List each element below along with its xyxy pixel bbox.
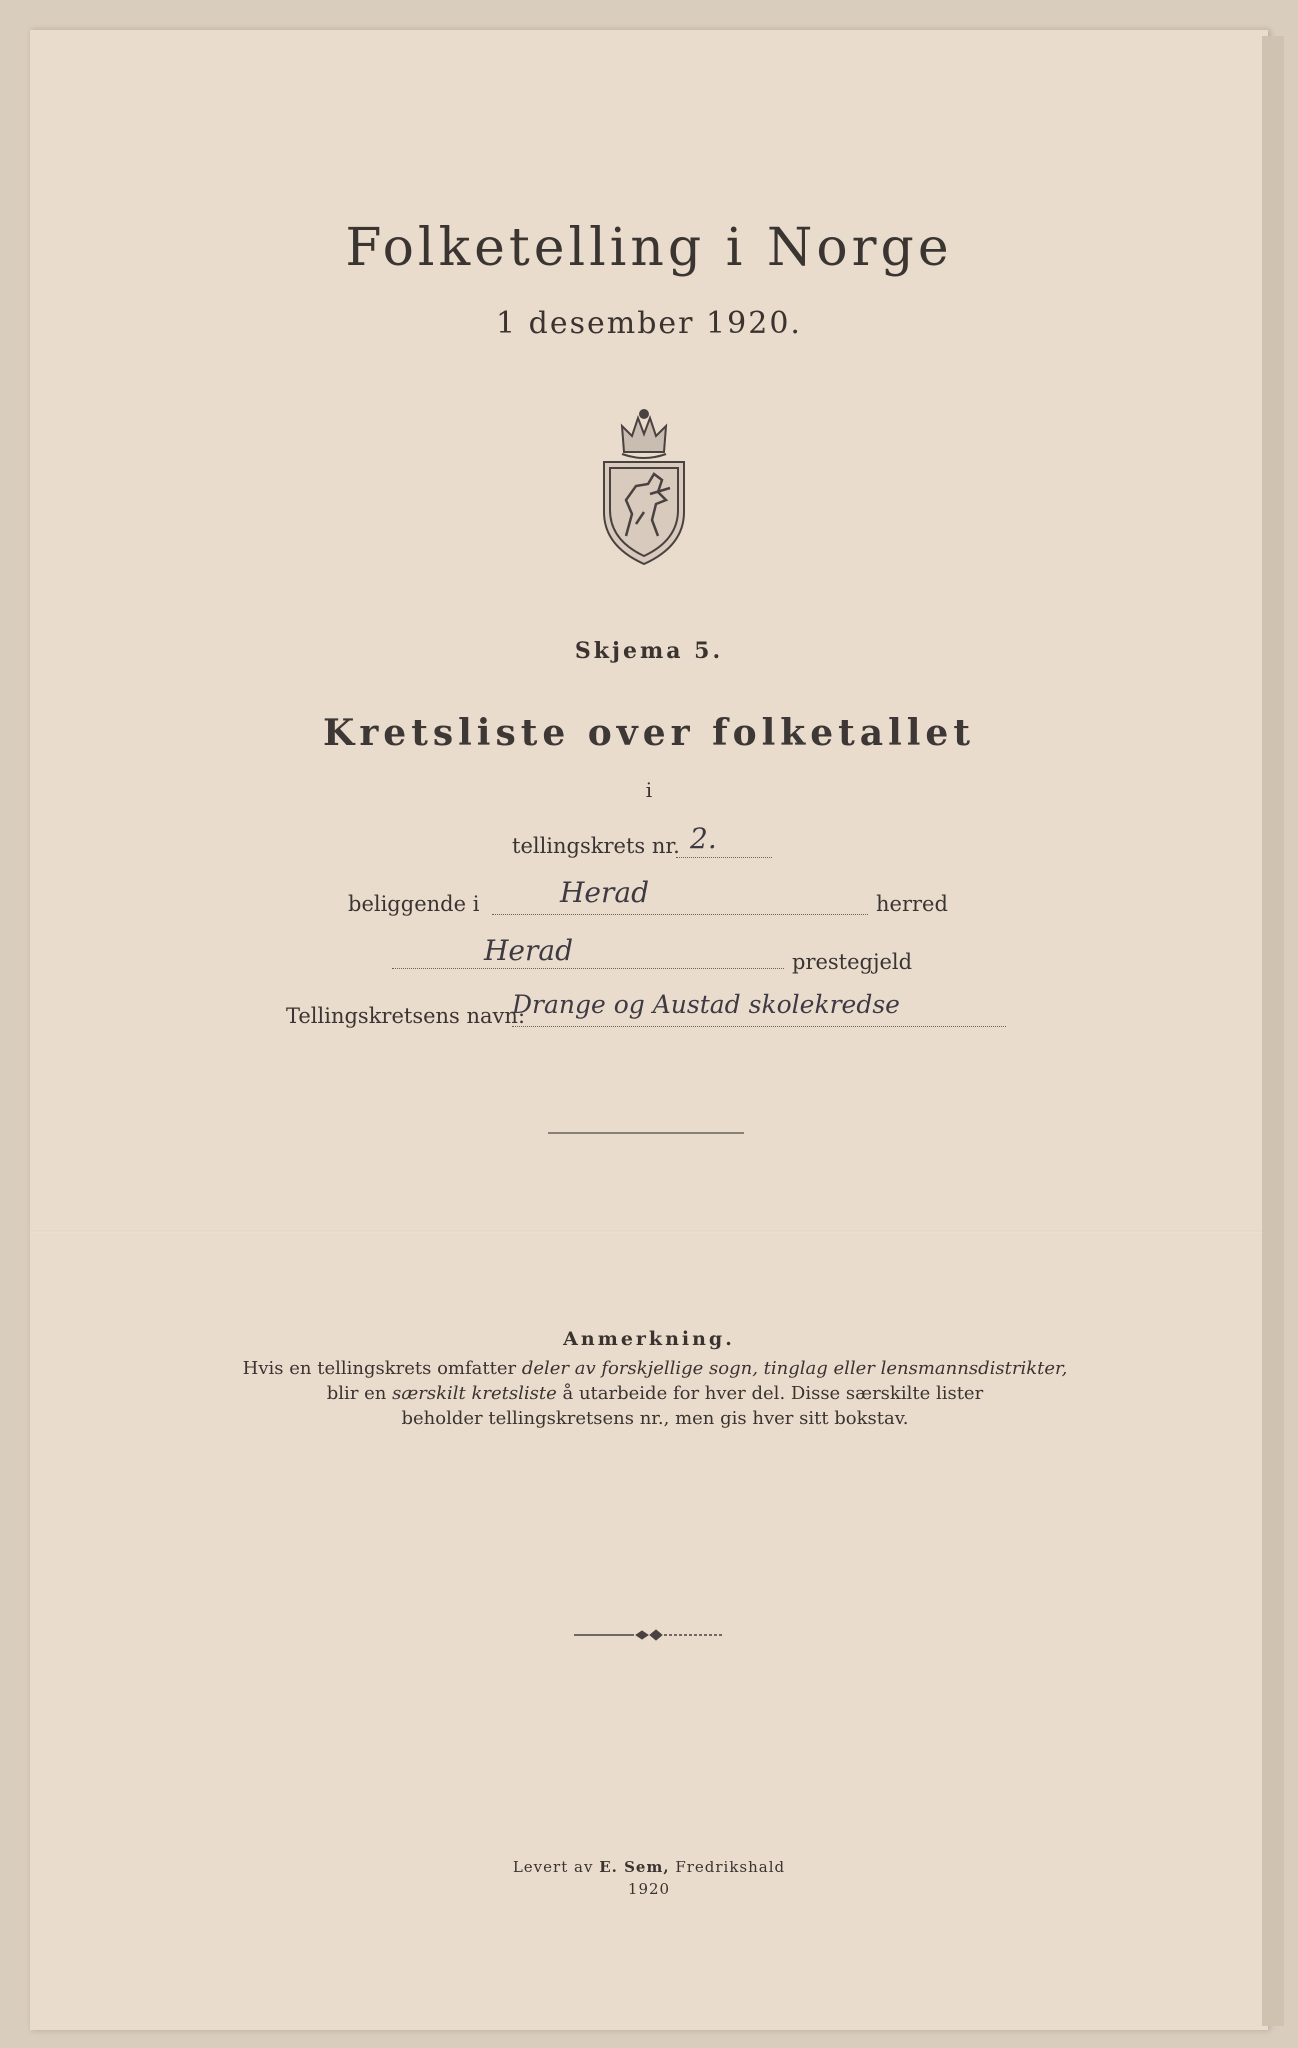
separator-rule xyxy=(548,1132,744,1134)
printer-name: E. Sem, xyxy=(599,1858,670,1876)
connector-word: i xyxy=(645,778,653,802)
printer-prefix: Levert av xyxy=(512,1858,600,1876)
remark-p2: blir en xyxy=(326,1383,393,1404)
remark-p1: Hvis en tellingskrets omfatter xyxy=(242,1358,522,1379)
remark-p2-rest: å utarbeide for hver del. Disse særskilte lister xyxy=(556,1383,984,1404)
parish-line xyxy=(392,968,784,969)
parish-value: Herad xyxy=(484,934,573,967)
printer-credit xyxy=(0,1858,1298,1876)
remark-title: Anmerkning. xyxy=(563,1328,735,1350)
located-in-line xyxy=(492,914,868,915)
remark-line-1 xyxy=(243,1358,1068,1379)
document-title: Folketelling i Norge xyxy=(345,218,953,278)
printer-city: Fredrikshald xyxy=(669,1858,786,1876)
district-name-label: Tellingskretsens navn: xyxy=(286,1004,526,1028)
remark-line-3: beholder tellingskretsens nr., men gis hver sitt bokstav. xyxy=(401,1408,909,1429)
remark-line-2 xyxy=(327,1383,983,1404)
schema-number: Skjema 5. xyxy=(574,638,724,664)
district-name-line xyxy=(512,1026,1006,1027)
census-date: 1 desember 1920. xyxy=(496,306,802,341)
remark-text xyxy=(180,1356,1130,1431)
parish-label: prestegjeld xyxy=(792,950,913,974)
district-number-value: 2. xyxy=(690,822,717,855)
remark-p1-italic: deler av forskjellige sogn, tinglag eller lensmannsdistrikter, xyxy=(521,1358,1068,1379)
form-heading: Kretsliste over folketallet xyxy=(323,712,975,754)
remark-p2-italic: særskilt kretsliste xyxy=(392,1383,557,1404)
printer-year: 1920 xyxy=(627,1880,671,1898)
located-in-value: Herad xyxy=(560,876,649,909)
district-number-label: tellingskrets nr. xyxy=(512,834,680,858)
norwegian-coat-of-arms-icon xyxy=(596,404,692,570)
ornament-divider-icon xyxy=(574,1628,724,1642)
herred-label: herred xyxy=(876,892,948,916)
located-in-label: beliggende i xyxy=(348,892,480,916)
district-number-line xyxy=(676,857,772,858)
district-name-value: Drange og Austad skolekredse xyxy=(512,990,900,1019)
